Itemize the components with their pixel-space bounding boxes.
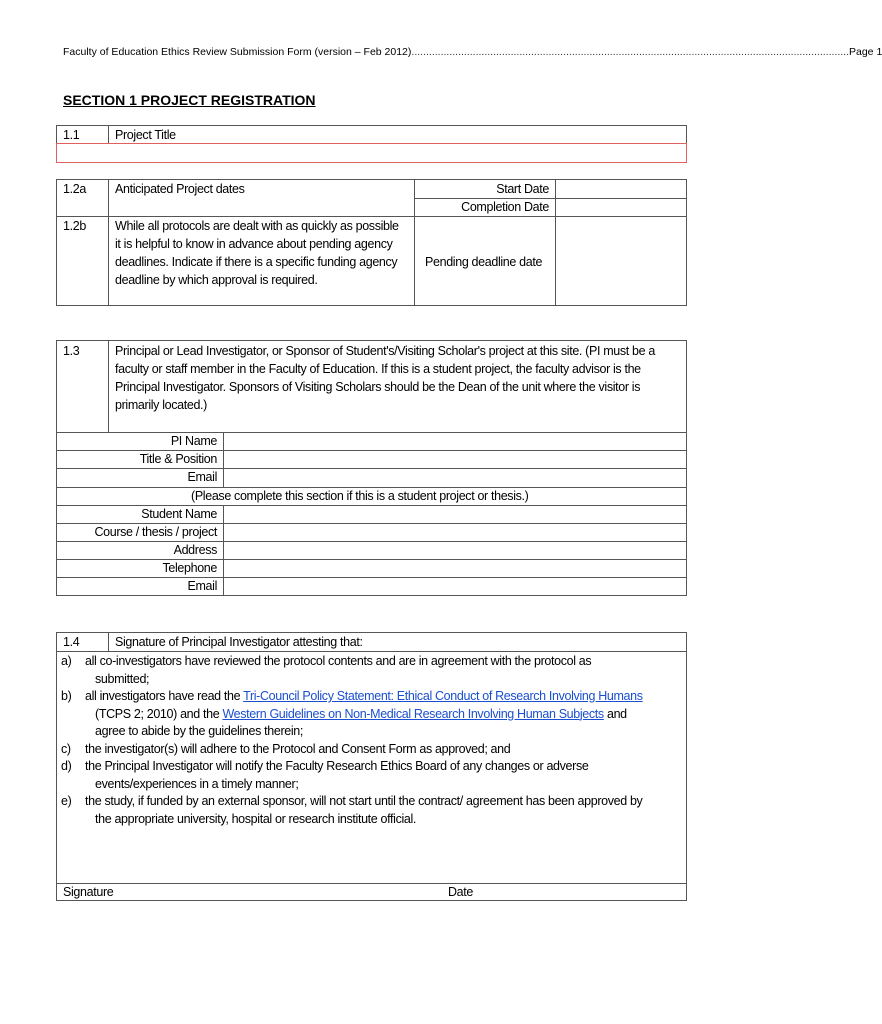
student-name-label: Student Name <box>141 507 217 521</box>
anticipated-dates-label: Anticipated Project dates <box>115 182 245 196</box>
title-position-label: Title & Position <box>139 452 217 466</box>
western-guidelines-link[interactable]: Western Guidelines on Non-Medical Research Involving Human Subjects <box>222 706 604 721</box>
list-item: d) the Principal Investigator will notify the Faculty Research Ethics Board of any changes or adverse <box>61 759 589 773</box>
address-input[interactable] <box>224 542 686 559</box>
title-position-input[interactable] <box>224 451 686 468</box>
completion-date-label: Completion Date <box>461 200 549 214</box>
student-email-label: Email <box>187 579 217 593</box>
list-item: e) the study, if funded by an external sponsor, will not start until the contract/ agreement has been approved by <box>61 794 643 808</box>
course-thesis-label: Course / thesis / project <box>94 525 217 539</box>
list-item: a) all co-investigators have reviewed the protocol contents and are in agreement with the protocol as <box>61 654 592 668</box>
section-number-1-3: 1.3 <box>63 344 80 358</box>
list-item: b) all investigators have read the Tri-Council Policy Statement: Ethical Conduct of Research Involving Humans <box>61 689 643 703</box>
project-dates-table <box>56 179 687 306</box>
address-label: Address <box>173 543 217 557</box>
section-number-1-4: 1.4 <box>63 635 80 649</box>
date-label: Date <box>448 885 474 899</box>
list-item: c) the investigator(s) will adhere to the Protocol and Consent Form as approved; and <box>61 741 511 756</box>
page-header <box>63 46 882 58</box>
pending-deadline-explanation: While all protocols are dealt with as quickly as possible it is helpful to know in advance about pending agency deadlines. Indicate if there is a specific funding agency deadline by which approval is required. <box>115 219 399 287</box>
student-section-note: (Please complete this section if this is a student project or thesis.) <box>191 489 529 503</box>
pending-deadline-input[interactable] <box>556 217 686 305</box>
pi-email-input[interactable] <box>224 469 686 487</box>
signature-input[interactable] <box>127 884 427 901</box>
header-dot-leader: ...................................................................................................................................................... <box>411 46 849 58</box>
project-title-row <box>56 125 687 144</box>
pending-deadline-label: Pending deadline date <box>425 255 543 269</box>
section-number-1-1: 1.1 <box>63 128 80 142</box>
pi-name-input[interactable] <box>224 433 686 450</box>
attestation-list: a) all co-investigators have reviewed the protocol contents and are in agreement with the protocol as submitted; b) all investigators have read the Tri-Council Policy Statement: Ethical Conduct of Research Involving Humans (TCPS 2; 2010) and the Western Guidelines on Non-Medical Research Involving Human Subjects and agree to abide by the guidelines therein; c) the investigator(s) will adhere to the Protocol and Consent Form as approved; and d) the Principal Investigator will notify the Faculty Research Ethics Board of any changes or adverse events/experiences in a timely manner; e) the study, if funded by an external sponsor, will not start until the contract/ agreement has been approved by the appropriate university, hospital or research institute official. <box>61 653 680 828</box>
page-number: Page 1 <box>849 46 882 58</box>
project-title-input[interactable] <box>56 143 687 163</box>
project-title-label: Project Title <box>115 128 176 142</box>
completion-date-input[interactable] <box>556 199 686 216</box>
signature-date-input[interactable] <box>487 884 685 901</box>
investigator-table <box>56 340 687 596</box>
section-number-1-2b: 1.2b <box>63 219 86 233</box>
pi-email-label: Email <box>187 470 217 484</box>
investigator-instructions: Principal or Lead Investigator, or Sponsor of Student's/Visiting Scholar's project at this site. (PI must be a faculty or staff member in the Faculty of Education. If this is a student project, the faculty advisor is the Principal Investigator. Sponsors of Visiting Scholars should be the Dean of the unit where the visitor is primarily located.) <box>115 344 655 412</box>
student-name-input[interactable] <box>224 506 686 523</box>
section-number-1-2a: 1.2a <box>63 182 86 196</box>
tcps-link[interactable]: Tri-Council Policy Statement: Ethical Conduct of Research Involving Humans <box>243 689 643 703</box>
start-date-input[interactable] <box>556 180 686 198</box>
form-header-title: Faculty of Education Ethics Review Submission Form (version – Feb 2012) <box>63 46 412 58</box>
telephone-input[interactable] <box>224 560 686 577</box>
course-thesis-input[interactable] <box>224 524 686 541</box>
section-title: SECTION 1 PROJECT REGISTRATION <box>63 92 316 108</box>
pi-name-label: PI Name <box>170 434 217 448</box>
telephone-label: Telephone <box>162 561 217 575</box>
start-date-label: Start Date <box>496 182 549 196</box>
student-email-input[interactable] <box>224 578 686 595</box>
signature-label: Signature <box>63 885 114 899</box>
signature-attestation-table <box>56 632 687 901</box>
attestation-heading: Signature of Principal Investigator attesting that: <box>115 635 363 649</box>
